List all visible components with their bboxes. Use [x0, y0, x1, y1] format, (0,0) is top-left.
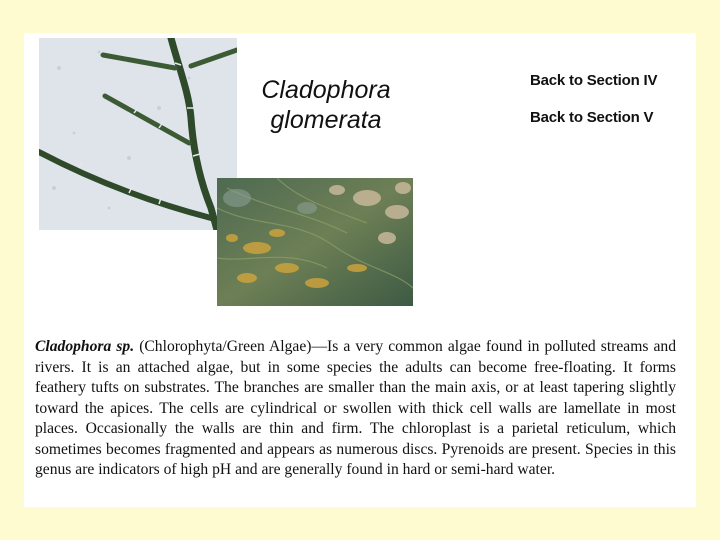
slide [24, 33, 696, 507]
description-body: (Chlorophyta/Green Algae)—Is a very common algae found in polluted streams and rivers. It is an attached algae, but in some species the adults can become free-floating. It forms feathery tufts on substrates. The branches are smaller than the main axis, or at least tapering slightly toward the apices. The cells are cylindrical or swollen with thick cell walls are lamellate in most places. Occasionally the walls are thin and firm. The chloroplast is a parietal reticulum, which sometimes becomes fragmented and appears as numerous discs. Pyrenoids are present. Species in this genus are indicators of high pH and are generally found in hard or semi-hard water. [35, 338, 676, 478]
genus-name: Cladophora sp. [35, 338, 135, 355]
stream-image [217, 178, 413, 306]
page-title [246, 75, 406, 135]
micrograph-image [39, 38, 237, 230]
title-line-1: Cladophora [261, 76, 391, 104]
back-to-section-v-link[interactable]: Back to Section V [530, 109, 654, 126]
description-text [35, 337, 676, 481]
title-line-2: glomerata [270, 106, 382, 134]
back-to-section-iv-link[interactable]: Back to Section IV [530, 72, 658, 89]
